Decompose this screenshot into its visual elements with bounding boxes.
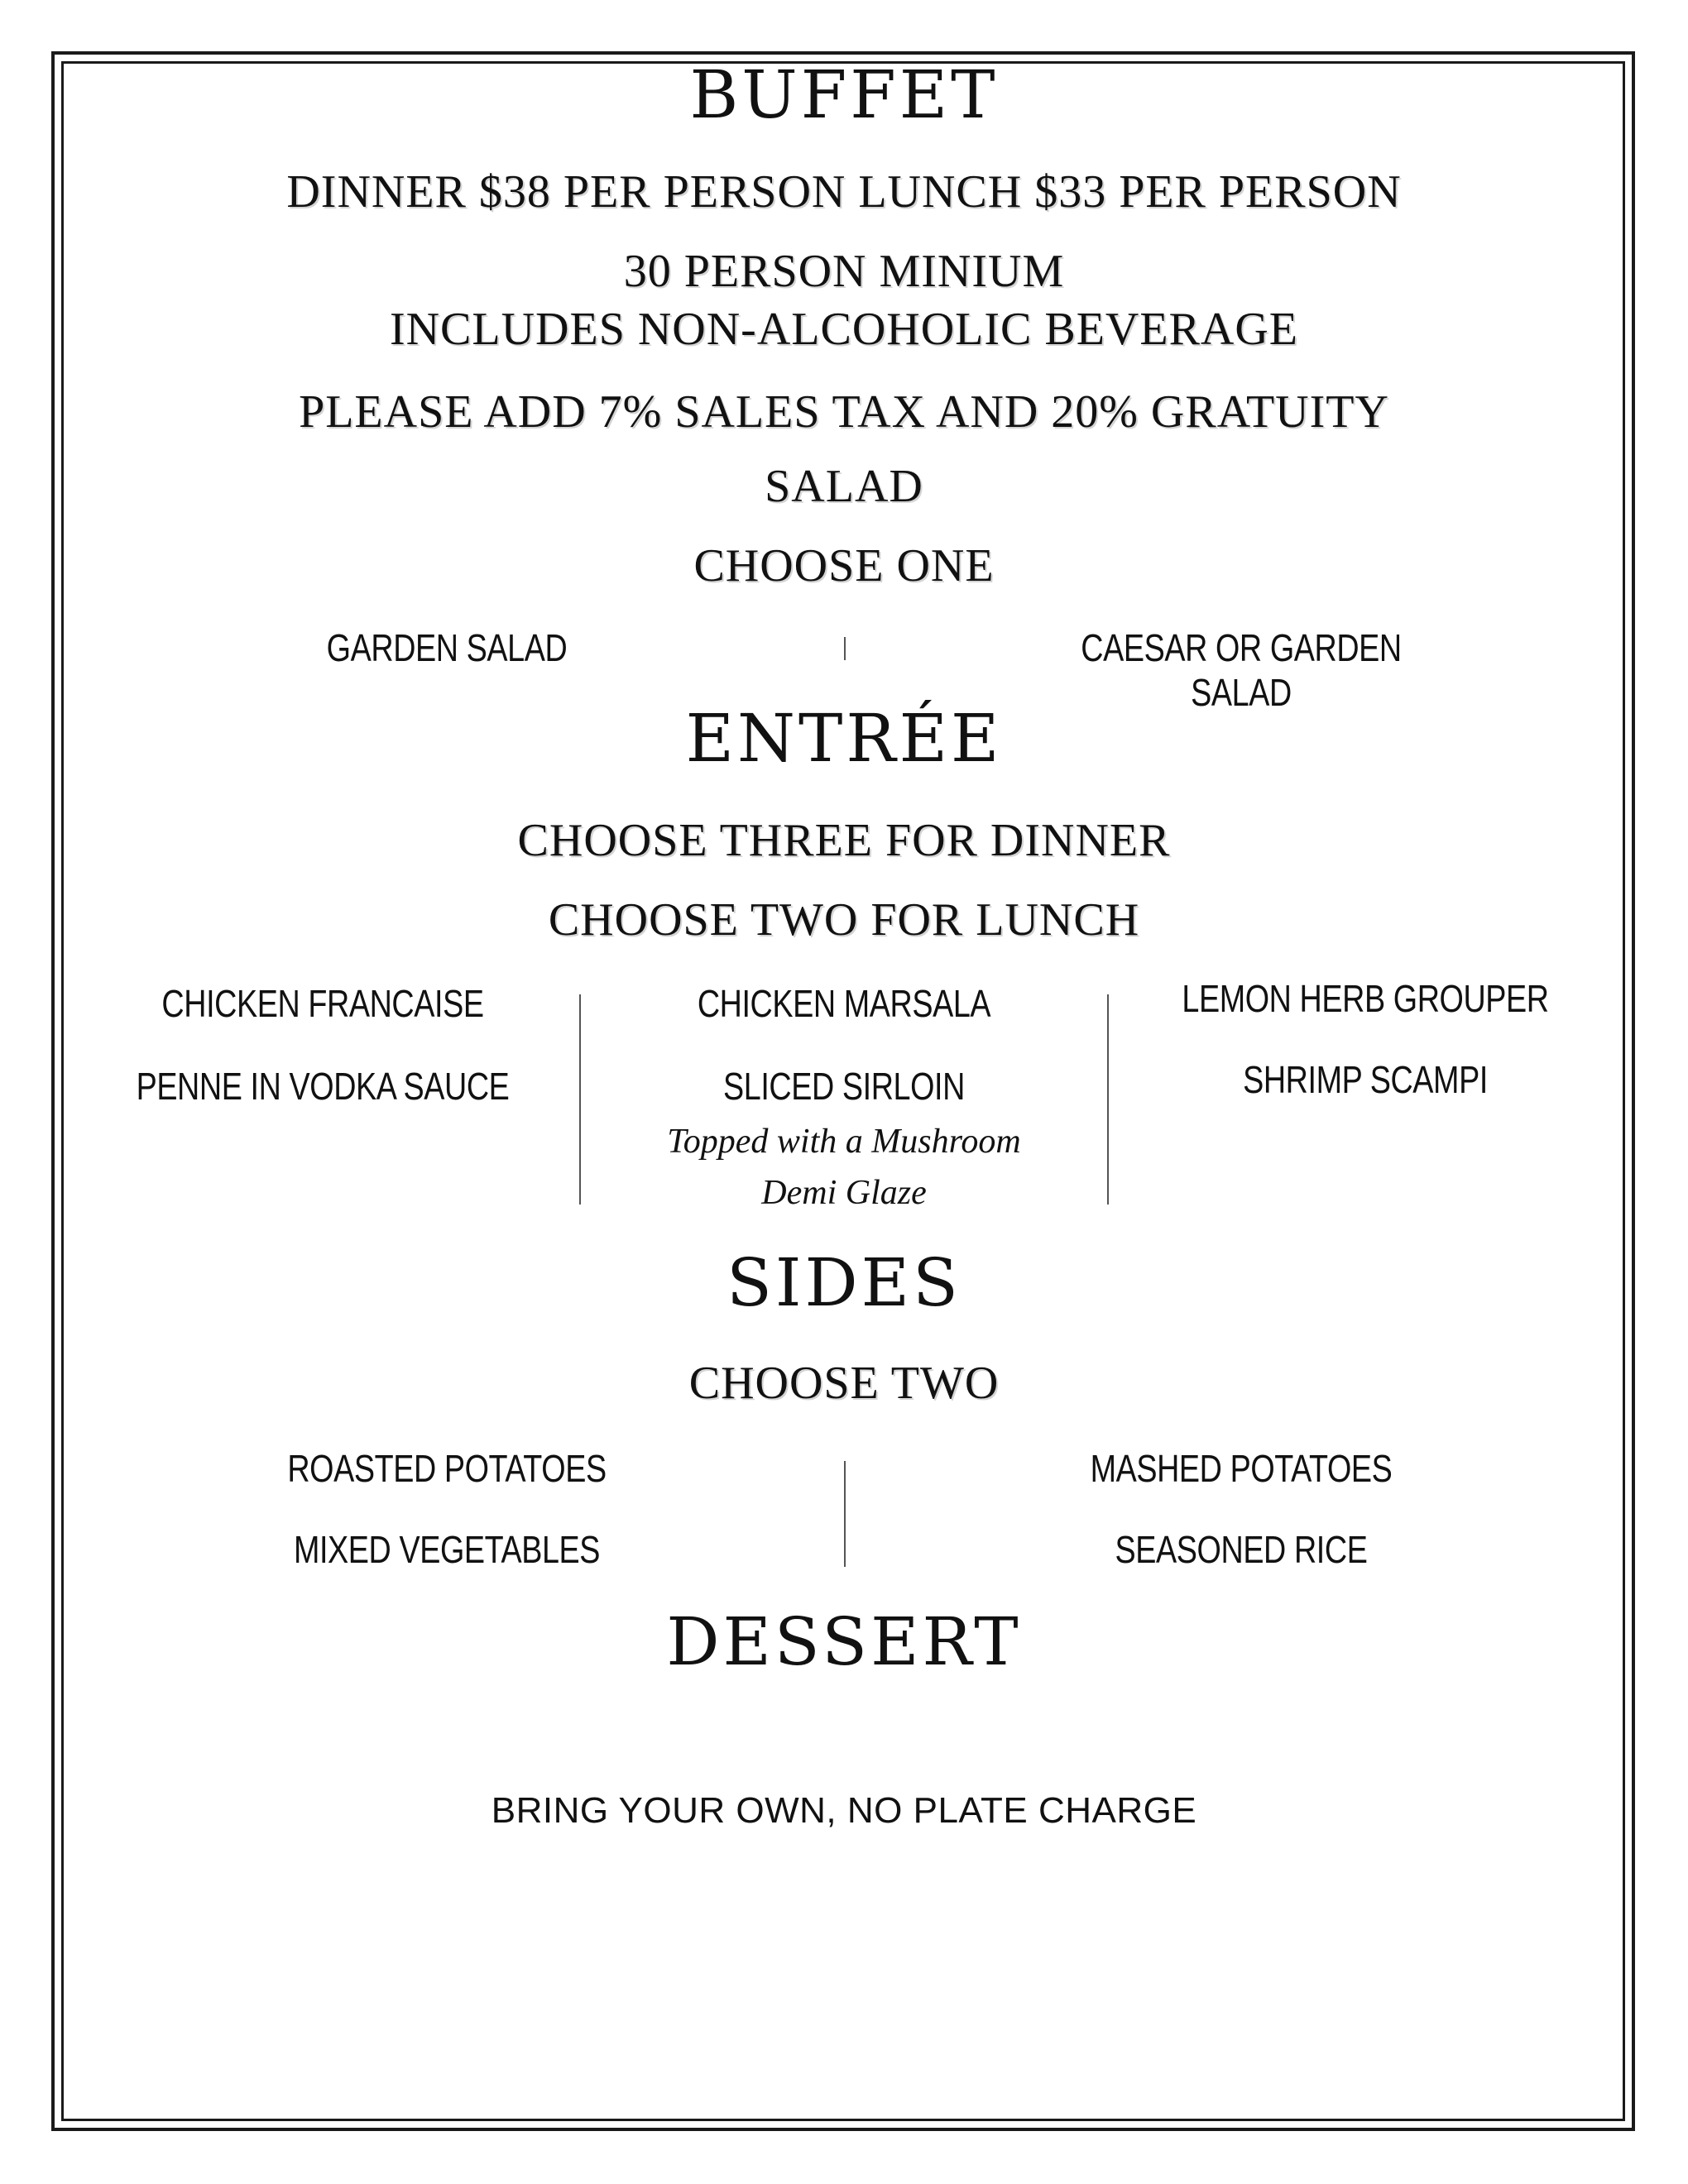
dessert-heading: DESSERT	[666, 1603, 1022, 1680]
entree-heading: ENTRÉE	[685, 700, 1003, 777]
salad-option: GARDEN SALAD	[326, 626, 568, 669]
entree-instruction-dinner: CHOOSE THREE FOR DINNER	[517, 815, 1171, 866]
pricing-line: DINNER $38 PER PERSON LUNCH $33 PER PERSON	[286, 166, 1402, 218]
entree-item-note: Topped with a Mushroom	[667, 1123, 1021, 1161]
dessert-note: BRING YOUR OWN, NO PLATE CHARGE	[491, 1790, 1197, 1831]
tax-note: PLEASE ADD 7% SALES TAX AND 20% GRATUITY	[299, 386, 1389, 438]
entree-item: LEMON HERB GROUPER	[1182, 977, 1549, 1020]
entree-divider-left	[579, 994, 581, 1205]
entree-item: SLICED SIRLOIN	[723, 1065, 965, 1108]
side-item: ROASTED POTATOES	[287, 1447, 607, 1490]
sides-instruction: CHOOSE TWO	[688, 1358, 1000, 1409]
entree-item: PENNE IN VODKA SAUCE	[136, 1065, 510, 1108]
entree-item: CHICKEN MARSALA	[697, 982, 991, 1025]
entree-item: SHRIMP SCAMPI	[1243, 1058, 1488, 1101]
salad-heading: SALAD	[765, 461, 923, 512]
page-title: BUFFET	[689, 56, 999, 133]
entree-divider-right	[1107, 994, 1109, 1205]
entree-instruction-lunch: CHOOSE TWO FOR LUNCH	[548, 894, 1140, 946]
entree-item-note: Demi Glaze	[761, 1174, 927, 1212]
includes-line: INCLUDES NON-ALCOHOLIC BEVERAGE	[389, 304, 1299, 355]
salad-divider	[844, 637, 846, 660]
entree-item: CHICKEN FRANCAISE	[161, 982, 484, 1025]
minimum-line: 30 PERSON MINIUM	[623, 246, 1065, 297]
sides-divider	[844, 1461, 846, 1567]
salad-option: CAESAR OR GARDEN SALAD	[1081, 626, 1402, 714]
sides-heading: SIDES	[727, 1244, 961, 1321]
side-item: MIXED VEGETABLES	[293, 1528, 601, 1571]
salad-instruction: CHOOSE ONE	[693, 540, 995, 592]
side-item: MASHED POTATOES	[1090, 1447, 1393, 1490]
side-item: SEASONED RICE	[1115, 1528, 1368, 1571]
